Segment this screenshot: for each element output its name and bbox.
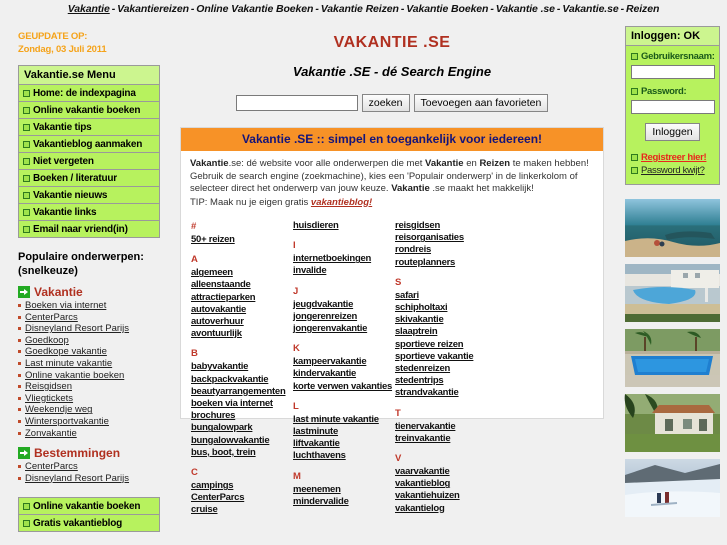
az-link-list [293, 484, 395, 508]
site-menu-items [19, 85, 159, 237]
vakantieblog-link[interactable]: vakantieblog! [310, 196, 373, 208]
bullet-square-icon [23, 90, 30, 97]
popular-group-list-1 [18, 461, 168, 484]
popular-link-0-0[interactable]: Boeken via internet [25, 300, 107, 311]
bullet-square-icon [23, 209, 30, 216]
list-item [395, 490, 503, 502]
list-item [395, 421, 503, 433]
add-to-favorites-button[interactable]: Toevoegen aan favorieten [414, 94, 549, 112]
bullet-square-icon [631, 88, 638, 95]
az-link-2-1-1[interactable]: schipholtaxi [395, 302, 448, 314]
sidebar-menu-item-3[interactable] [19, 136, 159, 153]
az-link-2-1-7[interactable]: stedentrips [395, 375, 444, 387]
az-link-list [191, 480, 293, 517]
az-link-0-1-0[interactable]: algemeen [191, 267, 233, 279]
az-link-0-2-3[interactable]: boeken via internet [191, 398, 273, 410]
login-helper-links [631, 151, 714, 177]
az-link-1-1-0[interactable]: internetboekingen [293, 253, 372, 265]
az-link-0-2-0[interactable]: babyvakantie [191, 361, 249, 373]
az-link-2-3-0[interactable]: vaarvakantie [395, 466, 450, 478]
list-item [395, 363, 503, 375]
site-brand: VAKANTIE .SE [333, 34, 451, 51]
sidebar-menu-item-label: Email naar vriend(in) [33, 223, 128, 235]
az-link-1-4-3[interactable]: luchthavens [293, 450, 346, 462]
register-link-row [631, 151, 714, 164]
topnav-link-3[interactable]: Vakantie Reizen [320, 3, 399, 15]
az-section-spacer [293, 232, 395, 239]
bullet-square-icon [631, 167, 638, 174]
right-sidebar [616, 18, 727, 545]
az-letter-heading: I [293, 240, 296, 252]
popular-link-0-2[interactable]: Disneyland Resort Parijs [25, 323, 130, 335]
list-item [293, 496, 395, 508]
last-updated [18, 30, 168, 56]
list-item [395, 433, 503, 445]
intro-panel-heading: Vakantie .SE :: simpel en toegankelijk voor iedereen! [181, 128, 603, 151]
list-item [18, 346, 168, 358]
intro-tip-prefix: TIP: Maak nu je eigen gratis [190, 196, 311, 208]
popular-link-0-1[interactable]: CenterParcs [25, 311, 78, 323]
list-item [293, 484, 395, 496]
last-updated-date: Zondag, 03 Juli 2011 [18, 44, 107, 55]
list-item [18, 323, 168, 335]
forgot-password-link-row [631, 164, 714, 177]
az-link-1-3-0[interactable]: kampeervakantie [293, 356, 367, 368]
az-link-1-4-1[interactable]: lastminute [293, 426, 339, 438]
az-link-list [191, 267, 293, 340]
search-input[interactable] [236, 95, 358, 111]
popular-group-label: Bestemmingen [34, 446, 121, 461]
az-letter-heading: M [293, 470, 301, 482]
list-item [191, 316, 293, 328]
az-link-1-5-1[interactable]: mindervalide [293, 495, 349, 507]
az-letter-heading: K [293, 343, 300, 355]
list-item [191, 492, 293, 504]
az-link-list [293, 253, 395, 277]
az-link-0-1-1[interactable]: alleenstaande [191, 279, 251, 291]
login-panel [625, 26, 720, 185]
list-item [191, 447, 293, 459]
popular-link-1-0[interactable]: CenterParcs [25, 461, 78, 473]
popular-topics-title-line2: (snelkeuze) [18, 265, 78, 277]
az-column-0 [191, 220, 293, 517]
list-item [293, 265, 395, 277]
intro-text-8: .se maakt het makkelijk! [429, 183, 534, 194]
intro-text-6: te maken hebben! Gebruik de search engine (zoekmachine), kies een 'Populair onderwerp' in de linkerkolom of selecteer direct het onderwerp van jouw keuze. [190, 158, 589, 194]
az-letter-heading: T [395, 407, 401, 419]
top-keyword-nav [0, 0, 727, 18]
az-link-0-2-5[interactable]: bungalowpark [191, 422, 253, 434]
az-link-list [395, 421, 503, 445]
az-link-1-1-1[interactable]: invalide [293, 265, 327, 277]
az-link-2-1-5[interactable]: sportieve vakantie [395, 350, 474, 362]
az-link-2-1-3[interactable]: slaaptrein [395, 326, 438, 338]
az-link-2-0-1[interactable]: reisorganisaties [395, 232, 464, 244]
username-label: Gebruikersnaam: [641, 51, 715, 62]
list-item [293, 311, 395, 323]
intro-bold-1: Vakantie [190, 158, 229, 169]
az-link-1-3-2[interactable]: korte verwen vakanties [293, 380, 393, 392]
sidebar-menu-item-label: Online vakantie boeken [33, 104, 141, 116]
list-item [293, 356, 395, 368]
az-link-2-0-0[interactable]: reisgidsen [395, 220, 441, 231]
popular-link-0-8[interactable]: Vliegtickets [25, 392, 74, 404]
arrow-right-icon [18, 286, 30, 298]
list-item [293, 414, 395, 426]
password-input[interactable] [631, 100, 715, 114]
list-item [395, 302, 503, 314]
topnav-link-4[interactable]: Vakantie Boeken [406, 3, 489, 15]
popular-link-0-5[interactable]: Last minute vakantie [25, 357, 113, 369]
az-link-1-3-1[interactable]: kindervakantie [293, 368, 357, 380]
list-item [18, 404, 168, 416]
az-section-spacer [395, 445, 503, 452]
list-item [18, 300, 168, 312]
popular-link-0-6[interactable]: Online vakantie boeken [25, 369, 125, 381]
sidebar-menu-item-8[interactable] [19, 221, 159, 237]
list-item [18, 358, 168, 370]
sidebar-menu-item-2[interactable] [19, 119, 159, 136]
az-section-spacer [293, 393, 395, 400]
list-item [293, 368, 395, 380]
username-input[interactable] [631, 65, 715, 79]
palm-pool-thumb[interactable] [625, 329, 720, 387]
az-link-0-2-4[interactable]: brochures [191, 410, 236, 422]
az-link-0-1-5[interactable]: avontuurlijk [191, 328, 242, 340]
list-item [395, 466, 503, 478]
az-link-2-2-1[interactable]: treinvakantie [395, 432, 451, 444]
list-item [191, 398, 293, 410]
topnav-link-1[interactable]: Vakantiereizen [117, 3, 189, 15]
popular-topic-groups [18, 285, 168, 484]
az-link-list [293, 220, 395, 232]
az-link-0-2-1[interactable]: backpackvakantie [191, 373, 269, 385]
list-item [395, 387, 503, 399]
az-letter-heading: S [395, 276, 402, 288]
list-item [191, 480, 293, 492]
az-link-0-3-1[interactable]: CenterParcs [191, 492, 245, 504]
az-index [181, 209, 603, 517]
az-letter-heading: V [395, 453, 402, 465]
az-link-2-1-6[interactable]: stedenreizen [395, 363, 451, 375]
topnav-separator: - [556, 3, 561, 15]
site-menu-title: Vakantie.se Menu [19, 66, 159, 85]
list-item [18, 428, 168, 440]
az-link-2-0-3[interactable]: routeplanners [395, 256, 456, 268]
login-button-wrap [631, 121, 714, 151]
intro-bold-7: Vakantie [391, 183, 430, 194]
list-item [191, 292, 293, 304]
list-item [191, 234, 293, 246]
bullet-square-icon [631, 154, 638, 161]
list-item [191, 304, 293, 316]
sidebar-menu-item-6[interactable] [19, 187, 159, 204]
popular-group-heading-0 [18, 285, 168, 299]
az-link-2-0-2[interactable]: rondreis [395, 244, 432, 256]
topnav-link-0[interactable]: Vakantie [67, 3, 110, 15]
popular-link-0-7[interactable]: Reisgidsen [25, 381, 72, 393]
sidebar-menu-item-0[interactable] [19, 85, 159, 102]
az-link-list [191, 361, 293, 459]
list-item [191, 435, 293, 447]
az-section-spacer [293, 335, 395, 342]
intro-panel [180, 127, 604, 516]
az-link-1-4-0[interactable]: last minute vakantie [293, 413, 379, 425]
popular-topics-title-line1: Populaire onderwerpen: [18, 251, 144, 263]
topnav-separator: - [400, 3, 405, 15]
list-item [395, 478, 503, 490]
list-item [191, 361, 293, 373]
sidebar-menu-item-label: Home: de indexpagina [33, 87, 136, 99]
az-link-0-2-7[interactable]: bus, boot, trein [191, 446, 256, 458]
list-item [18, 473, 168, 485]
bullet-square-icon [23, 158, 30, 165]
list-item [18, 393, 168, 405]
az-section-spacer [293, 278, 395, 285]
sidebar-menu-item-label: Vakantie nieuws [33, 189, 108, 201]
villa-thumb[interactable] [625, 394, 720, 452]
az-link-0-3-0[interactable]: campings [191, 480, 234, 492]
az-link-list [293, 414, 395, 463]
list-item [191, 328, 293, 340]
az-letter-heading: J [293, 285, 299, 297]
bullet-square-icon [23, 141, 30, 148]
az-link-list [293, 299, 395, 336]
az-link-0-1-4[interactable]: autoverhuur [191, 316, 244, 328]
login-panel-title: Inloggen: OK [626, 27, 719, 46]
topnav-separator: - [315, 3, 319, 15]
login-button[interactable]: Inloggen [645, 123, 699, 141]
arrow-right-icon [18, 447, 30, 459]
popular-group-list-0 [18, 300, 168, 439]
photo-thumbnails [625, 199, 720, 517]
password-label: Password: [641, 86, 687, 97]
topnav-separator: - [111, 3, 116, 15]
sidebar-menu-item-7[interactable] [19, 204, 159, 221]
sidebar-promo-button-0[interactable] [18, 497, 160, 515]
az-section-spacer [293, 463, 395, 470]
topnav-link-5[interactable]: Vakantie .se [495, 3, 555, 15]
az-link-2-3-1[interactable]: vakantieblog [395, 478, 451, 490]
search-button[interactable]: zoeken [362, 94, 410, 112]
forgot-password-link[interactable]: Password kwijt? [641, 165, 705, 176]
list-item [191, 374, 293, 386]
az-link-2-1-0[interactable]: safari [395, 289, 419, 301]
popular-link-0-9[interactable]: Weekendje weg [25, 404, 93, 416]
list-item [191, 410, 293, 422]
list-item [395, 375, 503, 387]
bullet-square-icon [23, 503, 30, 510]
site-menu [18, 65, 160, 238]
resort-pool-thumb[interactable] [625, 264, 720, 322]
az-link-list [395, 290, 503, 400]
list-item [18, 381, 168, 393]
az-link-list [395, 220, 503, 269]
sidebar-menu-item-5[interactable] [19, 170, 159, 187]
sidebar-menu-item-label: Vakantie links [33, 206, 97, 218]
az-link-1-0-0[interactable]: huisdieren [293, 220, 339, 231]
sidebar-menu-item-label: Boeken / literatuur [33, 172, 117, 184]
last-updated-label: GEUPDATE OP: [18, 31, 88, 42]
popular-link-0-4[interactable]: Goedkope vakantie [25, 346, 107, 358]
list-item [191, 504, 293, 516]
bullet-square-icon [23, 226, 30, 233]
az-link-list [293, 356, 395, 393]
beach-thumb[interactable] [625, 199, 720, 257]
list-item [395, 339, 503, 351]
sidebar-promo-button-label: Online vakantie boeken [33, 500, 141, 512]
list-item [395, 257, 503, 269]
list-item [395, 220, 503, 232]
list-item [18, 312, 168, 324]
intro-panel-text [181, 151, 603, 209]
list-item [395, 232, 503, 244]
intro-bold-5: Reizen [479, 158, 511, 169]
bullet-square-icon [23, 107, 30, 114]
az-letter-heading: B [191, 348, 198, 360]
az-section-spacer [395, 269, 503, 276]
list-item [395, 244, 503, 256]
az-link-0-1-3[interactable]: autovakantie [191, 303, 247, 315]
sidebar-menu-item-label: Niet vergeten [33, 155, 94, 167]
topnav-separator: - [620, 3, 625, 15]
az-link-2-2-0[interactable]: tienervakantie [395, 420, 456, 432]
list-item [18, 335, 168, 347]
register-link[interactable]: Registreer hier! [641, 152, 707, 163]
popular-group-label: Vakantie [34, 285, 83, 299]
login-form [626, 46, 719, 184]
left-sidebar [0, 18, 168, 545]
username-label-row [631, 51, 714, 62]
intro-text-2: .se: dé website voor alle onderwerpen die met [228, 158, 426, 169]
topnav-link-2[interactable]: Online Vakantie Boeken [196, 3, 314, 15]
popular-link-0-11[interactable]: Zonvakantie [25, 427, 77, 439]
az-letter-heading: L [293, 400, 299, 412]
popular-link-0-10[interactable]: Wintersportvakantie [25, 415, 109, 427]
password-label-row [631, 86, 714, 97]
az-link-0-1-2[interactable]: attractieparken [191, 291, 256, 303]
topnav-link-7[interactable]: Reizen [626, 3, 660, 15]
list-item [293, 438, 395, 450]
list-item [293, 450, 395, 462]
sidebar-menu-item-4[interactable] [19, 153, 159, 170]
az-link-list [191, 234, 293, 246]
sidebar-promo-button-label: Gratis vakantieblog [33, 517, 123, 529]
az-link-0-0-0[interactable]: 50+ reizen [191, 234, 235, 245]
az-link-1-2-2[interactable]: jongerenvakantie [293, 323, 368, 335]
main-content [168, 18, 616, 545]
list-item [395, 326, 503, 338]
bullet-square-icon [23, 192, 30, 199]
az-link-2-3-2[interactable]: vakantiehuizen [395, 490, 460, 502]
list-item [191, 279, 293, 291]
popular-link-0-3[interactable]: Goedkoop [25, 334, 69, 346]
list-item [293, 299, 395, 311]
bullet-square-icon [23, 124, 30, 131]
az-link-0-2-6[interactable]: bungalowvakantie [191, 434, 270, 446]
az-link-2-1-8[interactable]: strandvakantie [395, 387, 459, 399]
list-item [18, 370, 168, 382]
az-link-2-3-3[interactable]: vakantielog [395, 502, 445, 514]
sidebar-promo-button-1[interactable] [18, 515, 160, 532]
list-item [191, 422, 293, 434]
snow-thumb[interactable] [625, 459, 720, 517]
az-link-2-1-2[interactable]: skivakantie [395, 314, 444, 326]
az-link-2-1-4[interactable]: sportieve reizen [395, 338, 464, 350]
bullet-square-icon [23, 520, 30, 527]
az-section-spacer [191, 459, 293, 466]
popular-topics-title [18, 250, 168, 278]
az-column-1 [293, 220, 395, 517]
sidebar-menu-item-label: Vakantie tips [33, 121, 92, 133]
search-bar [168, 79, 616, 112]
list-item [18, 416, 168, 428]
sidebar-menu-item-label: Vakantieblog aanmaken [33, 138, 143, 150]
az-link-list [395, 466, 503, 515]
az-link-0-3-2[interactable]: cruise [191, 504, 218, 516]
intro-tip [190, 197, 594, 210]
az-link-1-4-2[interactable]: liftvakantie [293, 438, 340, 450]
list-item [395, 503, 503, 515]
az-link-0-2-2[interactable]: beautyarrangementen [191, 385, 286, 397]
az-section-spacer [191, 246, 293, 253]
az-link-1-5-0[interactable]: meenemen [293, 483, 341, 495]
list-item [395, 351, 503, 363]
list-item [293, 426, 395, 438]
sidebar-promo-buttons [18, 497, 160, 532]
az-link-1-2-0[interactable]: jeugdvakantie [293, 298, 354, 310]
sidebar-menu-item-1[interactable] [19, 102, 159, 119]
az-section-spacer [191, 340, 293, 347]
site-tagline: Vakantie .SE - dé Search Engine [292, 64, 492, 79]
az-letter-heading: # [191, 221, 197, 232]
intro-text-4: en [463, 158, 480, 169]
page-body [0, 18, 727, 545]
bullet-square-icon [23, 175, 30, 182]
list-item [293, 323, 395, 335]
az-link-1-2-1[interactable]: jongerenreizen [293, 310, 358, 322]
list-item [395, 314, 503, 326]
list-item [191, 386, 293, 398]
bullet-square-icon [631, 53, 638, 60]
topnav-link-6[interactable]: Vakantie.se [562, 3, 619, 15]
list-item [293, 381, 395, 393]
az-letter-heading: A [191, 254, 198, 266]
az-column-2 [395, 220, 503, 517]
popular-link-1-1[interactable]: Disneyland Resort Parijs [25, 472, 130, 484]
topnav-separator: - [190, 3, 195, 15]
list-item [191, 267, 293, 279]
popular-group-heading-1 [18, 446, 168, 460]
az-section-spacer [395, 400, 503, 407]
list-item [293, 253, 395, 265]
az-letter-heading: C [191, 467, 198, 479]
list-item [18, 461, 168, 473]
list-item [293, 220, 395, 232]
list-item [395, 290, 503, 302]
intro-bold-3: Vakantie [425, 158, 464, 169]
topnav-separator: - [490, 3, 494, 15]
